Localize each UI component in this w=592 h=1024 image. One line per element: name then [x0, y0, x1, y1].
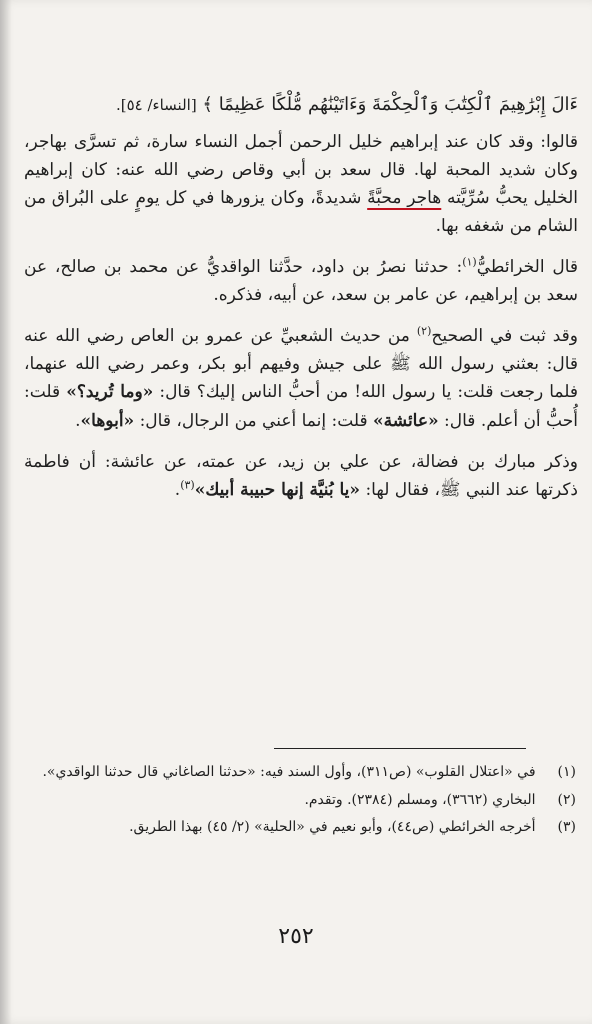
quote-what-do-you-want: «وما تُريد؟»	[66, 382, 154, 403]
paragraph-hajar	[24, 128, 578, 240]
footnotes-section	[28, 760, 576, 843]
paragraph-sahih-part3: قلت: أُحبُّ أن أعلم. قال:	[24, 382, 578, 431]
quran-verse-line	[24, 92, 578, 118]
paragraph-sahih-part2: من حديث الشعبيِّ عن عمرو بن العاص رضي الله عنه قال: بعثني رسول الله ﷺ على جيش وفيهم أبو بكر، وعمر رضي الله عنهما، فلما رجعت قلت: يا رسول الله! من أحبُّ الناس إليك؟ قال:	[24, 326, 578, 403]
footnote-text: أخرجه الخرائطي (ص٤٤)، وأبو نعيم في «الحلية» (٢/ ٤٥) بهذا الطريق.	[129, 819, 536, 835]
footnote-item	[28, 815, 576, 840]
page-number: ٢٥٢	[278, 924, 314, 949]
footnote-text: البخاري (٣٦٦٢)، ومسلم (٢٣٨٤). وتقدم.	[304, 791, 536, 808]
paragraph-fatima	[24, 448, 578, 504]
paragraph-hajar-part1: قالوا: وقد كان عند إبراهيم خليل الرحمن أجمل النساء سارة، ثم تسرَّى بهاجر، وكان شديد المحبة لها. قال سعد بن أبي وقاص رضي الله عنه: كان إبراهيم الخليل يحبُّ سُرِّيَّته	[24, 132, 579, 209]
footnote-text: في «اعتلال القلوب» (ص٣١١)، وأول السند فيه: «حدثنا الصاغاني قال حدثنا الواقدي».	[42, 764, 536, 780]
paragraph-sahih-part4: قلت: إنما أعني من الرجال، قال:	[134, 410, 374, 431]
quran-verse-citation: [النساء/ ٥٤].	[115, 96, 197, 114]
paragraph-kharaiti-part2: : حدثنا نصرُ بن داود، حدَّثنا الواقديُّ عن محمد بن صالح، عن سعد بن إبراهيم، عن عامر بن سعد، عن أبيه، فذكره.	[24, 257, 578, 306]
quote-beloved-of-your-father: «يا بُنيَّة إنها حبيبة أبيك»	[194, 479, 361, 500]
footnote-item	[28, 760, 576, 785]
quote-aisha: «عائشة»	[373, 410, 439, 431]
footnote-ref-3: (٣)	[180, 477, 195, 491]
footnote-number: (١)	[557, 764, 576, 780]
underlined-hajar-phrase: هاجر محبَّةً	[367, 188, 442, 209]
quran-verse-text: ءَالَ إِبْرَٰهِيمَ ٱلْكِتَٰبَ وَٱلْحِكْمَةَ وَءَاتَيْنَٰهُم مُّلْكًا عَظِيمًا ﴾	[202, 94, 578, 115]
paragraph-kharaiti-part1: قال الخرائطيُّ	[476, 257, 578, 278]
paragraph-sahih-part5: .	[75, 410, 81, 431]
footnote-ref-1: (١)	[462, 255, 477, 269]
page-gutter-shadow	[0, 0, 12, 1024]
paragraph-kharaiti	[24, 253, 578, 309]
main-text	[24, 92, 578, 517]
footnote-item	[28, 788, 576, 813]
footnote-number: (٢)	[557, 791, 576, 808]
paragraph-sahih	[24, 322, 578, 434]
quote-her-father: «أبوها»	[80, 410, 135, 431]
paragraph-fatima-part1: وذكر مبارك بن فضالة، عن علي بن زيد، عن عمته، عن عائشة: أن فاطمة ذكرتها عند النبي ﷺ، فقال لها:	[24, 451, 578, 500]
footnote-number: (٣)	[557, 819, 576, 835]
paragraph-hajar-part2: شديدةً، وكان يزورها في كل يومٍ على البُراق من الشام من شغفه بها.	[24, 188, 578, 237]
footnote-ref-2: (٢)	[416, 324, 432, 338]
footnote-separator-rule	[274, 748, 526, 749]
paragraph-fatima-part2: .	[174, 479, 181, 500]
paragraph-sahih-part1: وقد ثبت في الصحيح	[431, 326, 578, 347]
